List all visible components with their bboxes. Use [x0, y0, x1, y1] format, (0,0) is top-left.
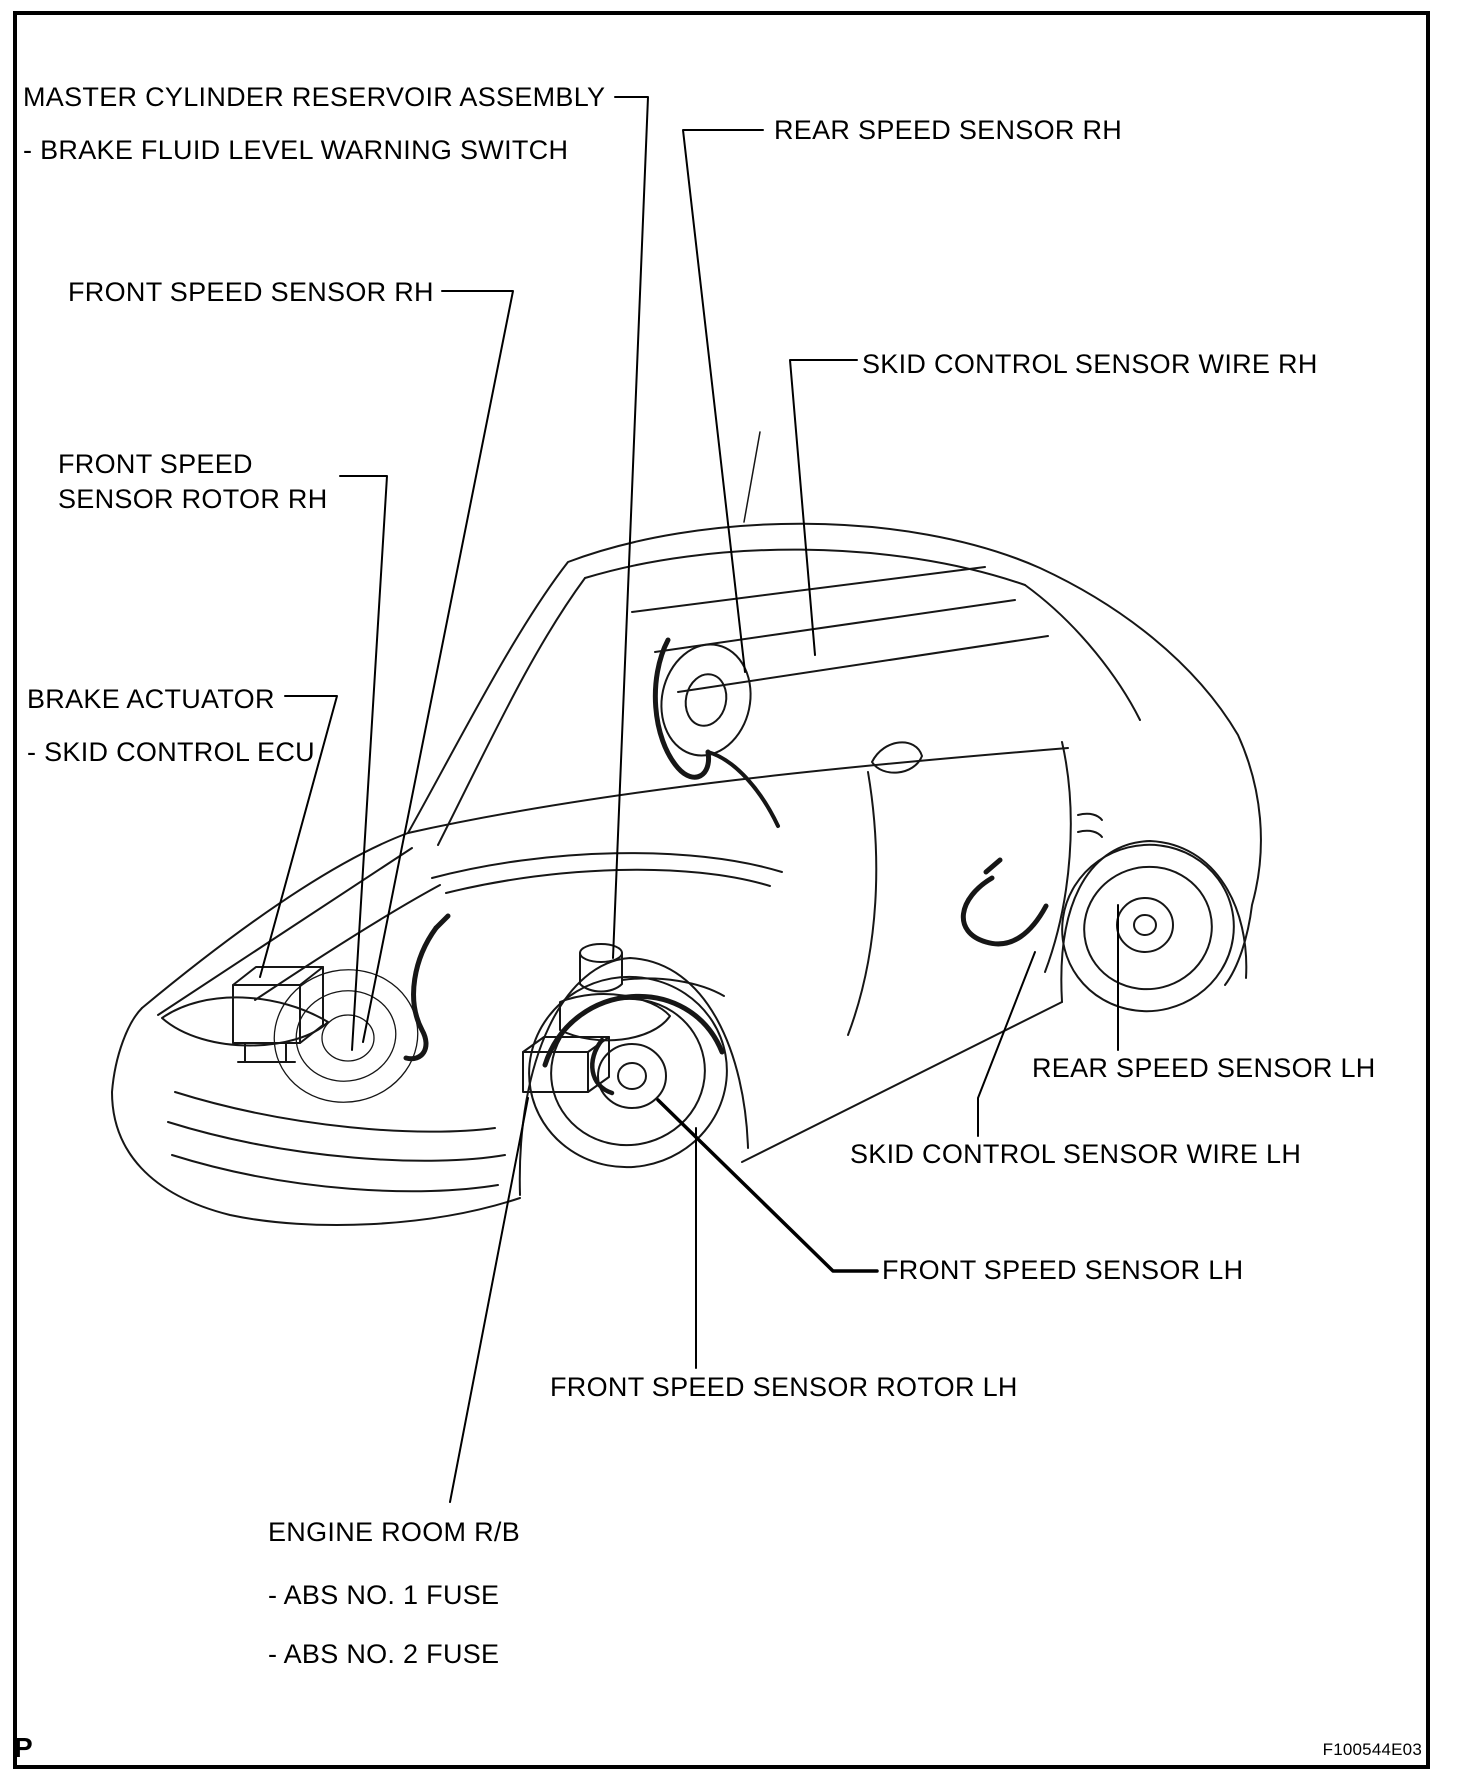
- label-front-speed-sensor-rotor-rh-line2: SENSOR ROTOR RH: [58, 484, 328, 514]
- label-front-speed-sensor-rotor-lh: FRONT SPEED SENSOR ROTOR LH: [550, 1372, 1018, 1402]
- leader-skid-wire-rh: [790, 360, 857, 655]
- label-front-speed-sensor-rh: FRONT SPEED SENSOR RH: [68, 277, 434, 307]
- leader-front-rotor-rh: [340, 476, 387, 1050]
- label-master-cylinder-reservoir-assembly: MASTER CYLINDER RESERVOIR ASSEMBLY: [23, 82, 606, 112]
- label-engine-room-rb: ENGINE ROOM R/B: [268, 1517, 521, 1547]
- label-skid-control-sensor-wire-lh: SKID CONTROL SENSOR WIRE LH: [850, 1139, 1302, 1169]
- leader-engine-room-rb: [450, 1098, 528, 1502]
- label-front-speed-sensor-lh: FRONT SPEED SENSOR LH: [882, 1255, 1244, 1285]
- leader-lines: [260, 97, 1118, 1502]
- leader-front-speed-sensor-lh: [658, 1100, 877, 1271]
- label-abs-no1-fuse: - ABS NO. 1 FUSE: [268, 1580, 500, 1610]
- label-rear-speed-sensor-lh: REAR SPEED SENSOR LH: [1032, 1053, 1376, 1083]
- label-brake-fluid-level-warning-switch: - BRAKE FLUID LEVEL WARNING SWITCH: [23, 135, 569, 165]
- label-front-speed-sensor-rotor-rh-line1: FRONT SPEED: [58, 449, 253, 479]
- label-abs-no2-fuse: - ABS NO. 2 FUSE: [268, 1639, 500, 1669]
- leader-skid-wire-lh: [978, 952, 1035, 1136]
- figure-code: F100544E03: [1322, 1740, 1422, 1759]
- label-skid-control-sensor-wire-rh: SKID CONTROL SENSOR WIRE RH: [862, 349, 1318, 379]
- leader-rear-speed-sensor-rh: [683, 130, 763, 672]
- leader-master-cylinder: [613, 97, 648, 958]
- label-skid-control-ecu: - SKID CONTROL ECU: [27, 737, 315, 767]
- label-brake-actuator: BRAKE ACTUATOR: [27, 684, 275, 714]
- label-rear-speed-sensor-rh: REAR SPEED SENSOR RH: [774, 115, 1123, 145]
- page-marker: P: [14, 1732, 33, 1763]
